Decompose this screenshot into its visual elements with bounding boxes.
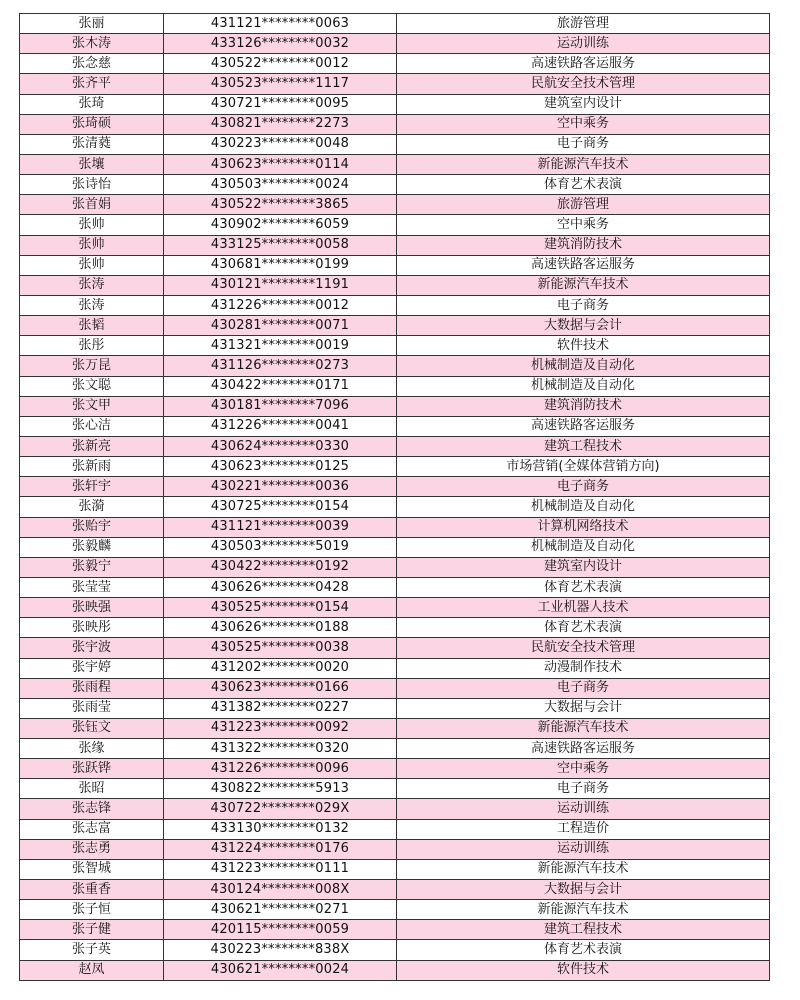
- table-row: [20, 497, 770, 517]
- name-cell: 张子健: [20, 920, 164, 940]
- id-number-cell: 430422********0171: [164, 376, 397, 396]
- id-number-cell: 430281********0071: [164, 316, 397, 336]
- table-row: [20, 618, 770, 638]
- id-number-cell: 430522********3865: [164, 195, 397, 215]
- major-cell: 高速铁路客运服务: [397, 739, 770, 759]
- id-number-cell: 430902********6059: [164, 215, 397, 235]
- major-cell: 高速铁路客运服务: [397, 416, 770, 436]
- id-number-cell: 430621********0271: [164, 900, 397, 920]
- major-cell: 动漫制作技术: [397, 658, 770, 678]
- major-cell: 电子商务: [397, 295, 770, 315]
- table-row: [20, 577, 770, 597]
- major-cell: 电子商务: [397, 477, 770, 497]
- id-number-cell: 430522********0012: [164, 54, 397, 74]
- id-number-cell: 430523********1117: [164, 74, 397, 94]
- name-cell: 张首娟: [20, 195, 164, 215]
- major-cell: 大数据与会计: [397, 880, 770, 900]
- id-number-cell: 430181********7096: [164, 396, 397, 416]
- table-row: [20, 356, 770, 376]
- table-row: [20, 94, 770, 114]
- table-row: [20, 960, 770, 980]
- name-cell: 张琦硕: [20, 114, 164, 134]
- major-cell: 空中乘务: [397, 114, 770, 134]
- id-number-cell: 430821********2273: [164, 114, 397, 134]
- name-cell: 张昭: [20, 779, 164, 799]
- major-cell: 建筑工程技术: [397, 920, 770, 940]
- id-number-cell: 430121********1191: [164, 275, 397, 295]
- id-number-cell: 431223********0092: [164, 718, 397, 738]
- name-cell: 张帅: [20, 215, 164, 235]
- table-row: [20, 416, 770, 436]
- table-row: [20, 477, 770, 497]
- name-cell: 张缘: [20, 739, 164, 759]
- name-cell: 张跃铧: [20, 759, 164, 779]
- table-row: [20, 739, 770, 759]
- major-cell: 运动训练: [397, 839, 770, 859]
- name-cell: 张丽: [20, 14, 164, 34]
- id-number-cell: 430624********0330: [164, 436, 397, 456]
- id-number-cell: 431126********0273: [164, 356, 397, 376]
- name-cell: 张子英: [20, 940, 164, 960]
- table-row: [20, 537, 770, 557]
- major-cell: 机械制造及自动化: [397, 497, 770, 517]
- name-cell: 张子恒: [20, 900, 164, 920]
- id-number-cell: 431226********0012: [164, 295, 397, 315]
- name-cell: 张诗怡: [20, 175, 164, 195]
- id-number-cell: 433126********0032: [164, 34, 397, 54]
- table-row: [20, 779, 770, 799]
- name-cell: 张漪: [20, 497, 164, 517]
- name-cell: 张文聪: [20, 376, 164, 396]
- major-cell: 大数据与会计: [397, 698, 770, 718]
- table-row: [20, 255, 770, 275]
- major-cell: 电子商务: [397, 779, 770, 799]
- major-cell: 新能源汽车技术: [397, 718, 770, 738]
- table-row: [20, 436, 770, 456]
- table-row: [20, 215, 770, 235]
- name-cell: 张文甲: [20, 396, 164, 416]
- major-cell: 机械制造及自动化: [397, 356, 770, 376]
- table-row: [20, 517, 770, 537]
- major-cell: 建筑消防技术: [397, 396, 770, 416]
- name-cell: 张念慈: [20, 54, 164, 74]
- name-cell: 张心洁: [20, 416, 164, 436]
- major-cell: 建筑室内设计: [397, 557, 770, 577]
- table-row: [20, 557, 770, 577]
- major-cell: 体育艺术表演: [397, 940, 770, 960]
- id-number-cell: 433125********0058: [164, 235, 397, 255]
- id-number-cell: 430623********0166: [164, 678, 397, 698]
- table-row: [20, 114, 770, 134]
- id-number-cell: 430626********0188: [164, 618, 397, 638]
- id-number-cell: 430223********838X: [164, 940, 397, 960]
- table-row: [20, 316, 770, 336]
- id-number-cell: 430621********0024: [164, 960, 397, 980]
- table-row: [20, 859, 770, 879]
- table-row: [20, 839, 770, 859]
- id-number-cell: 430822********5913: [164, 779, 397, 799]
- name-cell: 张莹莹: [20, 577, 164, 597]
- table-row: [20, 134, 770, 154]
- table-row: [20, 718, 770, 738]
- name-cell: 张映强: [20, 598, 164, 618]
- name-cell: 张宇波: [20, 638, 164, 658]
- table-row: [20, 74, 770, 94]
- name-cell: 张清蕤: [20, 134, 164, 154]
- id-number-cell: 430626********0428: [164, 577, 397, 597]
- table-row: [20, 799, 770, 819]
- name-cell: 张新雨: [20, 457, 164, 477]
- table-row: [20, 336, 770, 356]
- id-number-cell: 431121********0039: [164, 517, 397, 537]
- table-row: [20, 819, 770, 839]
- name-cell: 张志富: [20, 819, 164, 839]
- id-number-cell: 430525********0038: [164, 638, 397, 658]
- major-cell: 新能源汽车技术: [397, 154, 770, 174]
- major-cell: 运动训练: [397, 34, 770, 54]
- table-row: [20, 457, 770, 477]
- id-number-cell: 431322********0320: [164, 739, 397, 759]
- major-cell: 工程造价: [397, 819, 770, 839]
- table-row: [20, 376, 770, 396]
- id-number-cell: 430525********0154: [164, 598, 397, 618]
- table-row: [20, 195, 770, 215]
- name-cell: 张彤: [20, 336, 164, 356]
- id-number-cell: 430681********0199: [164, 255, 397, 275]
- name-cell: 张万昆: [20, 356, 164, 376]
- id-number-cell: 431224********0176: [164, 839, 397, 859]
- table-row: [20, 940, 770, 960]
- major-cell: 新能源汽车技术: [397, 275, 770, 295]
- id-number-cell: 430221********0036: [164, 477, 397, 497]
- major-cell: 大数据与会计: [397, 316, 770, 336]
- name-cell: 张映彤: [20, 618, 164, 638]
- name-cell: 张贻宇: [20, 517, 164, 537]
- table-body: [20, 14, 770, 981]
- table-row: [20, 34, 770, 54]
- major-cell: 电子商务: [397, 134, 770, 154]
- name-cell: 张韬: [20, 316, 164, 336]
- major-cell: 高速铁路客运服务: [397, 54, 770, 74]
- name-cell: 张智城: [20, 859, 164, 879]
- id-number-cell: 430623********0114: [164, 154, 397, 174]
- id-number-cell: 430223********0048: [164, 134, 397, 154]
- id-number-cell: 431321********0019: [164, 336, 397, 356]
- table-row: [20, 678, 770, 698]
- table-row: [20, 920, 770, 940]
- id-number-cell: 430503********5019: [164, 537, 397, 557]
- id-number-cell: 430503********0024: [164, 175, 397, 195]
- name-cell: 张木涛: [20, 34, 164, 54]
- major-cell: 运动训练: [397, 799, 770, 819]
- major-cell: 软件技术: [397, 336, 770, 356]
- table-row: [20, 154, 770, 174]
- id-number-cell: 433130********0132: [164, 819, 397, 839]
- name-cell: 张重香: [20, 880, 164, 900]
- major-cell: 体育艺术表演: [397, 577, 770, 597]
- name-cell: 张帅: [20, 235, 164, 255]
- major-cell: 空中乘务: [397, 215, 770, 235]
- name-cell: 张毅宁: [20, 557, 164, 577]
- id-number-cell: 430422********0192: [164, 557, 397, 577]
- major-cell: 空中乘务: [397, 759, 770, 779]
- name-cell: 张齐平: [20, 74, 164, 94]
- major-cell: 机械制造及自动化: [397, 376, 770, 396]
- name-cell: 张雨莹: [20, 698, 164, 718]
- name-cell: 张宇婷: [20, 658, 164, 678]
- table-row: [20, 295, 770, 315]
- id-number-cell: 430725********0154: [164, 497, 397, 517]
- major-cell: 新能源汽车技术: [397, 859, 770, 879]
- id-number-cell: 420115********0059: [164, 920, 397, 940]
- major-cell: 工业机器人技术: [397, 598, 770, 618]
- id-number-cell: 431226********0096: [164, 759, 397, 779]
- major-cell: 体育艺术表演: [397, 618, 770, 638]
- major-cell: 新能源汽车技术: [397, 900, 770, 920]
- id-number-cell: 430722********029X: [164, 799, 397, 819]
- name-cell: 张涛: [20, 275, 164, 295]
- major-cell: 软件技术: [397, 960, 770, 980]
- table-row: [20, 698, 770, 718]
- name-cell: 张涛: [20, 295, 164, 315]
- table-row: [20, 235, 770, 255]
- major-cell: 机械制造及自动化: [397, 537, 770, 557]
- table-row: [20, 54, 770, 74]
- name-cell: 张志锋: [20, 799, 164, 819]
- student-table: [19, 13, 770, 981]
- major-cell: 高速铁路客运服务: [397, 255, 770, 275]
- id-number-cell: 430623********0125: [164, 457, 397, 477]
- id-number-cell: 430124********008X: [164, 880, 397, 900]
- table-row: [20, 638, 770, 658]
- table-row: [20, 900, 770, 920]
- id-number-cell: 431226********0041: [164, 416, 397, 436]
- id-number-cell: 431382********0227: [164, 698, 397, 718]
- table-row: [20, 880, 770, 900]
- name-cell: 张志勇: [20, 839, 164, 859]
- id-number-cell: 431223********0111: [164, 859, 397, 879]
- major-cell: 民航安全技术管理: [397, 74, 770, 94]
- id-number-cell: 431202********0020: [164, 658, 397, 678]
- name-cell: 张琦: [20, 94, 164, 114]
- major-cell: 建筑消防技术: [397, 235, 770, 255]
- name-cell: 张帅: [20, 255, 164, 275]
- name-cell: 张毅麟: [20, 537, 164, 557]
- major-cell: 民航安全技术管理: [397, 638, 770, 658]
- id-number-cell: 430721********0095: [164, 94, 397, 114]
- major-cell: 旅游管理: [397, 14, 770, 34]
- major-cell: 旅游管理: [397, 195, 770, 215]
- table-row: [20, 275, 770, 295]
- name-cell: 张钰文: [20, 718, 164, 738]
- name-cell: 张雨程: [20, 678, 164, 698]
- major-cell: 建筑室内设计: [397, 94, 770, 114]
- major-cell: 建筑工程技术: [397, 436, 770, 456]
- name-cell: 赵凤: [20, 960, 164, 980]
- table-row: [20, 175, 770, 195]
- table-row: [20, 658, 770, 678]
- name-cell: 张壤: [20, 154, 164, 174]
- id-number-cell: 431121********0063: [164, 14, 397, 34]
- major-cell: 计算机网络技术: [397, 517, 770, 537]
- table-row: [20, 759, 770, 779]
- major-cell: 市场营销(全媒体营销方向): [397, 457, 770, 477]
- major-cell: 体育艺术表演: [397, 175, 770, 195]
- table-row: [20, 598, 770, 618]
- name-cell: 张新亮: [20, 436, 164, 456]
- name-cell: 张轩宇: [20, 477, 164, 497]
- table-row: [20, 396, 770, 416]
- major-cell: 电子商务: [397, 678, 770, 698]
- table-row: [20, 14, 770, 34]
